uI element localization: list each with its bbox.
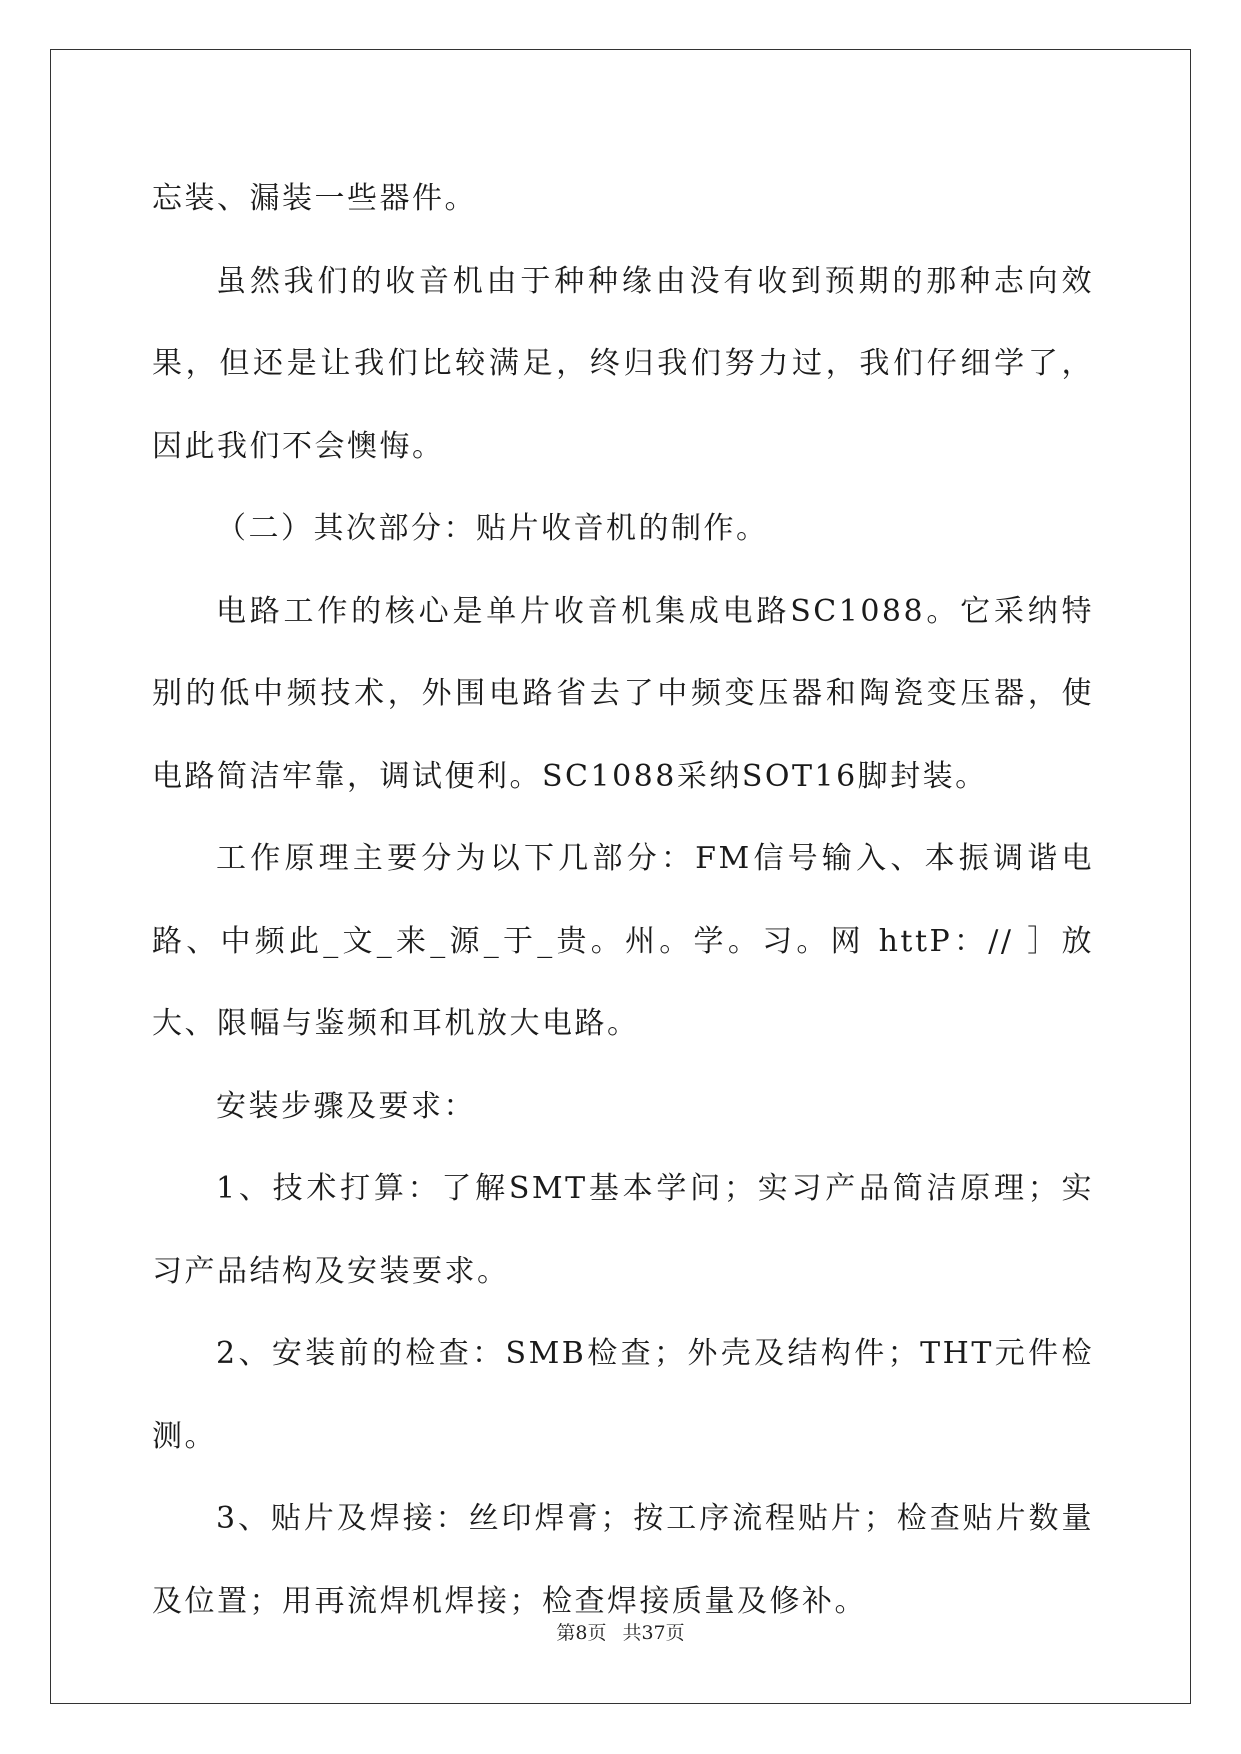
paragraph: 工作原理主要分为以下几部分：FM信号输入、本振调谐电路、中频此_文_来_源_于_贵。州。学。习。网 httP：// ］放大、限幅与鉴频和耳机放大电路。: [152, 841, 1094, 1041]
paragraph: 电路工作的核心是单片收音机集成电路SC1088。它采纳特别的低中频技术，外围电路省去了中频变压器和陶瓷变压器，使电路简洁牢靠，调试便利。SC1088采纳SOT16脚封装。: [152, 593, 1094, 794]
page-total: 共37页: [622, 1622, 685, 1644]
list-item: 3、贴片及焊接：丝印焊膏；按工序流程贴片；检查贴片数量及位置；用再流焊机焊接；检查焊接质量及修补。: [152, 1501, 1094, 1619]
paragraph-continuation: 忘装、漏装一些器件。: [152, 181, 477, 216]
page-footer: [0, 1618, 1241, 1645]
paragraph: 虽然我们的收音机由于种种缘由没有收到预期的那种志向效果，但还是让我们比较满足，终归我们努力过，我们仔细学了，因此我们不会懊悔。: [152, 263, 1094, 464]
document-body: [152, 158, 1094, 1643]
section-heading: （二）其次部分：贴片收音机的制作。: [216, 511, 769, 546]
list-item: 2、安装前的检查：SMB检查；外壳及结构件；THT元件检测。: [152, 1336, 1094, 1454]
list-item: 1、技术打算：了解SMT基本学问；实习产品简洁原理；实习产品结构及安装要求。: [152, 1171, 1094, 1289]
page-number: 第8页: [556, 1622, 607, 1644]
paragraph: 安装步骤及要求：: [216, 1088, 476, 1124]
